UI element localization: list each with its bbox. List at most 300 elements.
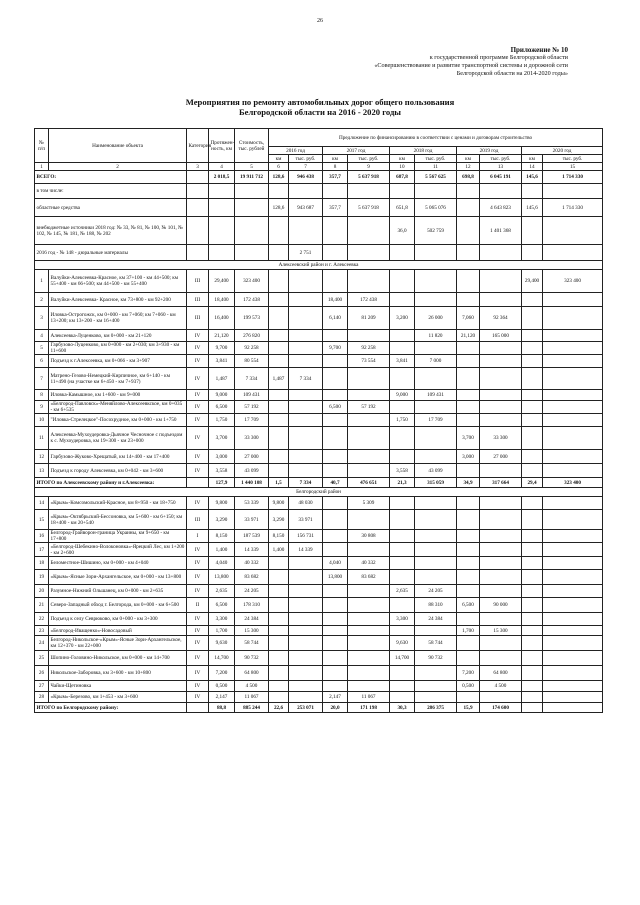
row-value: IV (187, 450, 209, 464)
summary-row (35, 199, 603, 217)
row-value: 21,120 (209, 330, 235, 342)
row-value (522, 217, 543, 245)
appendix-title: Приложение № 10 (510, 46, 568, 54)
row-value: 9,700 (323, 342, 348, 355)
row-value (289, 570, 323, 585)
row-value (480, 390, 522, 401)
row-value (480, 414, 522, 427)
row-value (289, 427, 323, 450)
row-value (415, 368, 457, 390)
row-value: 3,000 (457, 450, 480, 464)
row-value: 9,000 (209, 390, 235, 401)
header-unit-km: км (269, 155, 289, 163)
row-value (415, 570, 457, 585)
row-value (269, 355, 289, 368)
row-value: 5 065 076 (415, 199, 457, 217)
row-value: 15,9 (457, 703, 480, 713)
row-number: 15 (35, 510, 49, 530)
row-value (543, 626, 603, 636)
row-value (269, 293, 289, 307)
row-value: 11 067 (235, 692, 269, 703)
row-value: 174 600 (480, 703, 522, 713)
row-value: 7 000 (415, 355, 457, 368)
row-number: 24 (35, 636, 49, 651)
row-value (543, 450, 603, 464)
table-row (35, 497, 603, 510)
row-value: IV (187, 401, 209, 414)
row-value (543, 681, 603, 692)
row-value: 29,400 (522, 270, 543, 293)
row-value (415, 270, 457, 293)
row-value (269, 450, 289, 464)
row-value: 14 339 (289, 543, 323, 557)
row-value: 13,800 (209, 570, 235, 585)
row-value (348, 613, 390, 626)
row-value (543, 342, 603, 355)
row-value (209, 184, 235, 199)
appendix-line-1: к государственной программе Белгородской области (429, 54, 568, 61)
row-value (415, 293, 457, 307)
header-column-number: 7 (289, 163, 323, 171)
row-value: 90 732 (415, 651, 457, 666)
row-value (415, 184, 457, 199)
row-value: 57 192 (348, 401, 390, 414)
row-value: 3,841 (390, 355, 415, 368)
row-value: 22,6 (269, 703, 289, 713)
header-num: № п/п (35, 129, 49, 163)
row-value: 323 400 (543, 270, 603, 293)
header-year: 2016 год (269, 147, 323, 155)
row-value: 9,630 (390, 636, 415, 651)
row-value: 21,120 (457, 330, 480, 342)
row-value (348, 390, 390, 401)
row-value: 20,0 (323, 703, 348, 713)
row-value (457, 497, 480, 510)
row-number: 21 (35, 598, 49, 613)
row-value (289, 342, 323, 355)
row-value: 90 000 (480, 598, 522, 613)
row-value (269, 570, 289, 585)
row-value (269, 598, 289, 613)
row-value (289, 390, 323, 401)
row-number: 18 (35, 557, 49, 570)
section-header-row (35, 488, 603, 497)
table-row (35, 464, 603, 478)
row-value (480, 497, 522, 510)
row-value (457, 401, 480, 414)
row-value (522, 450, 543, 464)
row-value (390, 598, 415, 613)
row-value: 476 651 (348, 478, 390, 488)
row-value (522, 330, 543, 342)
row-value: 127,9 (209, 478, 235, 488)
row-value: IV (187, 681, 209, 692)
row-value: 323 400 (543, 478, 603, 488)
row-value (269, 557, 289, 570)
row-value (457, 510, 480, 530)
row-value (522, 497, 543, 510)
row-value: 1,700 (209, 626, 235, 636)
row-value: 3,290 (269, 510, 289, 530)
row-value (522, 557, 543, 570)
row-value: IV (187, 414, 209, 427)
row-value: 9,700 (209, 342, 235, 355)
row-value: 165 000 (480, 330, 522, 342)
row-value (289, 184, 323, 199)
row-value (348, 270, 390, 293)
row-value: 109 431 (415, 390, 457, 401)
row-value (289, 464, 323, 478)
row-value: 171 198 (348, 703, 390, 713)
row-value: 7 334 (289, 368, 323, 390)
row-value: 1 714 330 (543, 171, 603, 184)
row-value (289, 666, 323, 681)
row-value: 30 808 (348, 530, 390, 543)
row-value (415, 681, 457, 692)
row-value: 3,841 (209, 355, 235, 368)
row-value (187, 184, 209, 199)
row-value: 64 800 (235, 666, 269, 681)
table-row (35, 414, 603, 427)
table-row (35, 626, 603, 636)
row-value (480, 530, 522, 543)
row-value (543, 510, 603, 530)
row-value: 27 000 (235, 450, 269, 464)
row-value (390, 270, 415, 293)
table-row (35, 510, 603, 530)
row-value: 1,487 (209, 368, 235, 390)
row-value (390, 543, 415, 557)
row-value: IV (187, 427, 209, 450)
row-value (480, 557, 522, 570)
row-value: 16,400 (209, 307, 235, 330)
row-value (522, 293, 543, 307)
row-value (187, 199, 209, 217)
row-value (289, 598, 323, 613)
row-name: Валуйки-Алексеевка-Красное, км 37+100 - км 44+500; км 55+400 - км 66+500; км 44+500 - км 55+400 (49, 270, 187, 293)
row-value (415, 450, 457, 464)
row-number: 8 (35, 390, 49, 401)
row-number: 25 (35, 651, 49, 666)
row-value (235, 199, 269, 217)
row-value (323, 368, 348, 390)
section-header-row (35, 261, 603, 270)
row-value (543, 355, 603, 368)
row-value (543, 307, 603, 330)
row-value: 8,150 (209, 530, 235, 543)
row-value (543, 293, 603, 307)
row-value (323, 651, 348, 666)
document-title (0, 97, 640, 117)
row-value (522, 510, 543, 530)
row-value: 156 731 (289, 530, 323, 543)
row-value: 1 401 368 (480, 217, 522, 245)
row-name: ИТОГО по Белгородскому району: (35, 703, 187, 713)
row-value: II (187, 598, 209, 613)
row-value (348, 651, 390, 666)
row-value: 6,140 (323, 307, 348, 330)
row-value: 3,290 (209, 510, 235, 530)
document-title-line-1: Мероприятия по ремонту автомобильных дорог общего пользования (185, 97, 455, 107)
row-value (323, 390, 348, 401)
table-row (35, 585, 603, 598)
row-value (543, 184, 603, 199)
row-value (323, 184, 348, 199)
row-name: Чайки-Щетиновка (49, 681, 187, 692)
row-value: 357,7 (323, 199, 348, 217)
row-value (480, 401, 522, 414)
table-row (35, 293, 603, 307)
row-value: 43 099 (235, 464, 269, 478)
row-value (323, 543, 348, 557)
row-value: 1,750 (390, 414, 415, 427)
row-name: областные средства (35, 199, 187, 217)
row-value (522, 245, 543, 261)
row-value: 34,9 (457, 478, 480, 488)
row-value (209, 199, 235, 217)
row-value (415, 245, 457, 261)
row-value (457, 199, 480, 217)
table-row (35, 613, 603, 626)
row-name: Беломестное-Шишино, км 0+000 - км 4+040 (49, 557, 187, 570)
header-year: 2017 год (323, 147, 390, 155)
row-value (543, 217, 603, 245)
header-column-number: 4 (209, 163, 235, 171)
row-value: 357,7 (323, 171, 348, 184)
row-value: 21,3 (390, 478, 415, 488)
row-value: 26 000 (415, 307, 457, 330)
row-value (187, 171, 209, 184)
row-value: 0,500 (209, 681, 235, 692)
row-value: 40,7 (323, 478, 348, 488)
row-value: IV (187, 342, 209, 355)
row-value (390, 570, 415, 585)
row-value: 698,8 (457, 171, 480, 184)
row-value (390, 692, 415, 703)
table-row (35, 330, 603, 342)
row-value (323, 497, 348, 510)
row-number: 14 (35, 497, 49, 510)
row-name: «Крым»-Комсомольский-Красное, км 8+950 - км 18+750 (49, 497, 187, 510)
row-value (480, 692, 522, 703)
row-value: 8,150 (269, 530, 289, 543)
row-number: 20 (35, 585, 49, 598)
row-value: 7,200 (457, 666, 480, 681)
row-value (522, 613, 543, 626)
row-name: Подъезд к городу Алексеевка, км 0+042 - км 3+600 (49, 464, 187, 478)
row-value: IV (187, 570, 209, 585)
row-value: 88 310 (415, 598, 457, 613)
row-value: 187 539 (235, 530, 269, 543)
row-value (415, 510, 457, 530)
row-value: 83 682 (348, 570, 390, 585)
header-length: Протяжен-ность, км (209, 129, 235, 163)
table-row (35, 355, 603, 368)
header-unit-km: км (522, 155, 543, 163)
row-value (522, 681, 543, 692)
row-value (543, 703, 603, 713)
row-value: 0,500 (457, 681, 480, 692)
row-value: 7 334 (289, 478, 323, 488)
row-value: IV (187, 666, 209, 681)
row-value (269, 613, 289, 626)
row-number: 16 (35, 530, 49, 543)
row-value (323, 585, 348, 598)
row-value (323, 245, 348, 261)
row-value (348, 666, 390, 681)
row-value (323, 427, 348, 450)
row-value: 11 820 (415, 330, 457, 342)
row-value (457, 557, 480, 570)
table-row (35, 530, 603, 543)
row-value: IV (187, 355, 209, 368)
row-value (323, 355, 348, 368)
header-unit-km: км (457, 155, 480, 163)
row-value (323, 613, 348, 626)
row-number: 22 (35, 613, 49, 626)
row-name: в том числе: (35, 184, 187, 199)
row-value (415, 543, 457, 557)
row-value (415, 692, 457, 703)
row-value (522, 651, 543, 666)
row-value: 9,800 (269, 497, 289, 510)
row-value (390, 497, 415, 510)
row-value (187, 245, 209, 261)
row-number: 2 (35, 293, 49, 307)
row-value: 24 384 (235, 613, 269, 626)
row-value: 73 554 (348, 355, 390, 368)
row-value (457, 585, 480, 598)
row-value: 33 300 (235, 427, 269, 450)
row-value: 687,8 (390, 171, 415, 184)
row-value: IV (187, 557, 209, 570)
row-value (480, 355, 522, 368)
row-number: 17 (35, 543, 49, 557)
row-value: 6,500 (209, 598, 235, 613)
row-number: 9 (35, 401, 49, 414)
row-value: 92 364 (480, 307, 522, 330)
row-value: 128,6 (269, 199, 289, 217)
row-value (348, 414, 390, 427)
row-value (415, 401, 457, 414)
row-value (480, 651, 522, 666)
row-value: 1,487 (269, 368, 289, 390)
row-name: «Крым»-Ясные Зори-Архангельское, км 0+000 - км 13+800 (49, 570, 187, 585)
row-value (289, 450, 323, 464)
table-row (35, 636, 603, 651)
header-unit-km: км (390, 155, 415, 163)
row-value: 36,0 (390, 217, 415, 245)
row-value (269, 414, 289, 427)
row-value (543, 692, 603, 703)
row-value (543, 368, 603, 390)
table-row (35, 598, 603, 613)
row-value: 946 438 (289, 171, 323, 184)
row-value: 1 714 330 (543, 199, 603, 217)
header-unit-rub: тыс. руб. (348, 155, 390, 163)
row-value (209, 245, 235, 261)
row-value: 1,400 (209, 543, 235, 557)
section-total-row (35, 478, 603, 488)
row-value: IV (187, 464, 209, 478)
row-value (348, 450, 390, 464)
row-number: 27 (35, 681, 49, 692)
row-value (323, 510, 348, 530)
row-name: Иловка-Камышное, км 1+600 - км 9+000 (49, 390, 187, 401)
row-value (480, 636, 522, 651)
row-name: «Крым»-Березово, км 1+453 - км 3+600 (49, 692, 187, 703)
table-row (35, 450, 603, 464)
row-value: 145,6 (522, 199, 543, 217)
row-value: 5 567 625 (415, 171, 457, 184)
appendix-header (238, 46, 568, 78)
row-value (289, 585, 323, 598)
row-value: 9,000 (390, 390, 415, 401)
row-number: 12 (35, 450, 49, 464)
table-row (35, 692, 603, 703)
row-value: 33 300 (480, 427, 522, 450)
row-value (522, 585, 543, 598)
row-value (269, 651, 289, 666)
header-column-number: 2 (49, 163, 187, 171)
row-name: Подъезд к г.Алексеевка, км 0+066 - км 3+907 (49, 355, 187, 368)
row-value (480, 613, 522, 626)
row-value: 9,800 (209, 497, 235, 510)
row-value (348, 368, 390, 390)
row-value: 17 709 (235, 414, 269, 427)
row-value (543, 570, 603, 585)
row-value (480, 368, 522, 390)
row-number: 10 (35, 414, 49, 427)
row-value (457, 414, 480, 427)
row-value: 651,8 (390, 199, 415, 217)
row-value (457, 342, 480, 355)
row-value: IV (187, 626, 209, 636)
row-value (323, 414, 348, 427)
header-column-number: 14 (522, 163, 543, 171)
row-name: Шопино-Головино-Никольское, км 0+000 - км 14+700 (49, 651, 187, 666)
row-value: IV (187, 390, 209, 401)
row-value (457, 543, 480, 557)
row-number: 3 (35, 307, 49, 330)
row-value (480, 543, 522, 557)
row-value: 317 664 (480, 478, 522, 488)
row-value: IV (187, 651, 209, 666)
row-value: 5 637 918 (348, 199, 390, 217)
row-value (522, 543, 543, 557)
row-value (269, 626, 289, 636)
row-value: 4 500 (480, 681, 522, 692)
row-value (269, 692, 289, 703)
row-value: 3,300 (209, 613, 235, 626)
header-column-number: 8 (323, 163, 348, 171)
row-value: 33 971 (235, 510, 269, 530)
row-value: 6,500 (457, 598, 480, 613)
row-value (269, 666, 289, 681)
row-value: 27 000 (480, 450, 522, 464)
table-row (35, 368, 603, 390)
row-number: 23 (35, 626, 49, 636)
row-value: 6,500 (209, 401, 235, 414)
row-value: 33 971 (289, 510, 323, 530)
row-value: IV (187, 692, 209, 703)
row-value (289, 293, 323, 307)
page-number: 26 (317, 18, 323, 24)
row-name: "Иловка-Стрелецкое"-Посохрудное, км 0+000 - км 1+750 (49, 414, 187, 427)
row-value: 1 440 108 (235, 478, 269, 488)
row-value (390, 666, 415, 681)
row-value (543, 598, 603, 613)
